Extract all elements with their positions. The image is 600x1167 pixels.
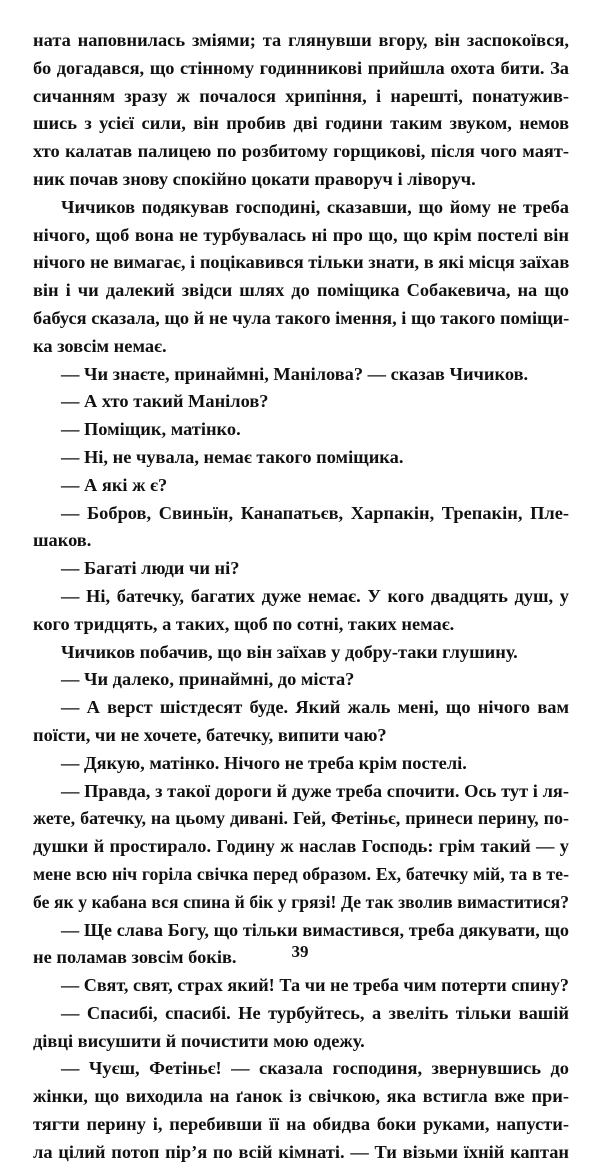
text-line: жете, батечку, на цьому дивані. Гей, Фетіньє, принеси перину, по- xyxy=(33,808,569,829)
text-line: — Правда, з такої дороги й дуже треба спочити. Ось тут і ля- xyxy=(61,780,569,801)
text-line: — Спасибі, спасибі. Не турбуйтесь, а звеліть тільки вашій xyxy=(61,1002,569,1023)
page-number: 39 xyxy=(291,942,309,961)
text-line: бо догадався, що стінному годинникові прийшла охота бити. За xyxy=(33,57,569,78)
page-body-text xyxy=(33,27,569,1167)
text-line: нічого не вимагає, і поцікавився тільки знати, в які місця заїхав xyxy=(33,252,570,273)
text-line: — Свят, свят, страх який! Та чи не треба чим потерти спину? xyxy=(61,975,569,996)
text-line: сичанням зразу ж почалося хрипіння, і нарешті, понатужив- xyxy=(33,85,569,106)
text-line: бабуся сказала, що й не чула такого імення, і що такого поміщи- xyxy=(33,307,570,328)
text-line: — Ні, не чувала, немає такого поміщика. xyxy=(61,446,404,467)
text-line: хто калатав палицею по розбитому горщикові, після чого маят- xyxy=(33,141,569,162)
text-line: — Бобров, Свиньїн, Канапатьєв, Харпакін, Трепакін, Пле- xyxy=(61,502,569,523)
text-line: — Дякую, матінко. Нічого не треба крім постелі. xyxy=(61,752,467,773)
text-line: — Ні, батечку, багатих дуже немає. У кого двадцять душ, у xyxy=(61,585,569,606)
text-line: жінки, що виходила на ґанок із свічкою, яка встигла вже при- xyxy=(33,1086,569,1107)
text-line: — Чи знаєте, принаймні, Манілова? — сказав Чичиков. xyxy=(61,363,529,384)
text-line: ка зовсім немає. xyxy=(33,335,167,356)
text-line: ник почав знову спокійно цокати праворуч і ліворуч. xyxy=(33,168,476,189)
text-line: ла цілий потоп пір’я по всій кімнаті. — Ти візьми їхній каптан xyxy=(33,1141,569,1162)
text-line: — Чуєш, Фетіньє! — сказала господиня, звернувшись до xyxy=(61,1058,569,1079)
text-line: мене всю ніч горіла свічка перед образом. Ех, батечку мій, та в те- xyxy=(33,863,569,884)
text-line: кого тридцять, а таких, щоб по сотні, таких немає. xyxy=(33,613,455,634)
text-line: не поламав зовсім боків. xyxy=(33,947,237,968)
text-line: тягти перину і, перебивши її на обидва боки руками, напусти- xyxy=(33,1114,569,1135)
text-line: — Чи далеко, принаймні, до міста? xyxy=(61,669,355,690)
text-line: — Ще слава Богу, що тільки вимастився, треба дякувати, що xyxy=(61,919,569,940)
text-line: нічого, щоб вона не турбувалась ні про що, що крім постелі він xyxy=(33,224,569,245)
text-line: — А верст шістдесят буде. Який жаль мені, що нічого вам xyxy=(61,697,569,718)
text-line: — А хто такий Манілов? xyxy=(61,391,269,412)
text-line: бе як у кабана вся спина й бік у грязі! Де так зволив вимаститися? xyxy=(33,891,569,912)
text-line: — А які ж є? xyxy=(61,474,168,495)
text-line: Чичиков побачив, що він заїхав у добру-таки глушину. xyxy=(61,641,518,662)
text-line: шись з усієї сили, він пробив дві години таким звуком, немов xyxy=(33,113,569,134)
text-line: шаков. xyxy=(33,530,92,551)
text-line: дівці висушити й почистити мою одежу. xyxy=(33,1030,365,1051)
text-line: він і чи далекий звідси шлях до поміщика Собакевича, на що xyxy=(33,280,569,301)
text-line: — Поміщик, матінко. xyxy=(61,419,241,440)
text-line: — Багаті люди чи ні? xyxy=(61,558,240,579)
text-line: ната наповнилась зміями; та глянувши вгору, він заспокоївся, xyxy=(33,30,569,50)
text-line: поїсти, чи не хочете, батечку, випити чаю? xyxy=(33,724,387,745)
text-line: душки й простирало. Годину ж наслав Господь: грім такий — у xyxy=(33,836,569,857)
text-line: Чичиков подякував господині, сказавши, що йому не треба xyxy=(61,196,569,217)
